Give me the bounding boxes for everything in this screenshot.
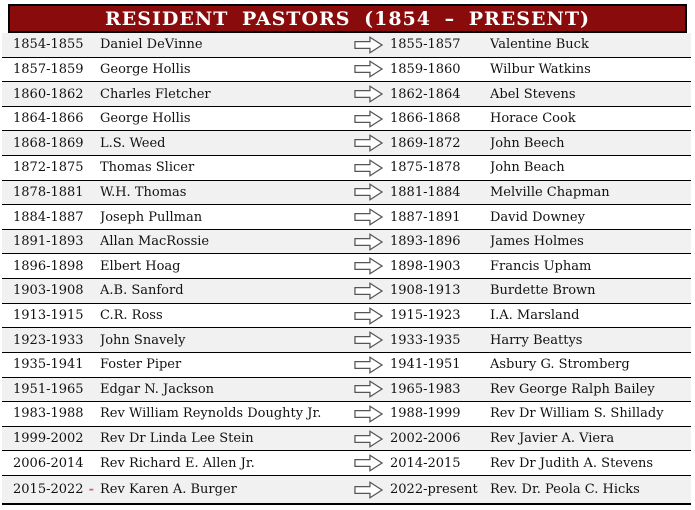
right-years: 1933-1935 <box>390 332 461 348</box>
right-block-arrow-icon <box>354 331 383 349</box>
left-pastor-name: A.B. Sanford <box>100 283 184 299</box>
left-pastor-name: Daniel DeVinne <box>100 37 203 53</box>
arrow-cell <box>354 183 390 201</box>
left-years: 2006-2014 <box>13 455 84 471</box>
right-pastor-name: Asbury G. Stromberg <box>490 357 630 373</box>
left-years-cell <box>2 406 100 421</box>
right-block-arrow-icon <box>354 282 383 300</box>
left-years-cell <box>2 382 100 397</box>
left-years: 1951-1965 <box>13 381 84 397</box>
left-pastor-name: Joseph Pullman <box>100 209 203 225</box>
right-pastor-name: Rev Dr Judith A. Stevens <box>490 455 654 471</box>
right-block-arrow-icon <box>354 405 383 423</box>
left-years: 1857-1859 <box>13 61 84 77</box>
table-row <box>2 181 691 206</box>
right-pastor-name: Rev George Ralph Bailey <box>490 381 655 397</box>
arrow-cell <box>354 380 390 398</box>
table-row <box>2 58 691 83</box>
left-years: 1854-1855 <box>13 37 84 53</box>
arrow-cell <box>354 481 390 499</box>
right-years: 2014-2015 <box>390 455 461 471</box>
left-pastor-name: Thomas Slicer <box>100 160 195 176</box>
arrow-cell <box>354 430 390 448</box>
left-pastor-name: John Snavely <box>100 332 186 348</box>
right-pastor-name: Melville Chapman <box>490 184 610 200</box>
left-pastor-name: George Hollis <box>100 111 191 127</box>
left-years-cell <box>2 482 100 497</box>
left-pastor-name: Allan MacRossie <box>100 234 210 250</box>
right-years: 1869-1872 <box>390 135 461 151</box>
table-row <box>2 230 691 255</box>
left-years-cell <box>2 259 100 274</box>
right-pastor-name: Abel Stevens <box>490 86 576 102</box>
arrow-cell <box>354 36 390 54</box>
left-years: 1923-1933 <box>13 332 84 348</box>
arrow-cell <box>354 159 390 177</box>
right-block-arrow-icon <box>354 481 383 499</box>
left-pastor-name: George Hollis <box>100 61 191 77</box>
right-block-arrow-icon <box>354 183 383 201</box>
left-years: 1935-1941 <box>13 357 84 373</box>
left-pastor-name: Rev William Reynolds Doughty Jr. <box>100 406 322 422</box>
left-years: 1860-1862 <box>13 86 84 102</box>
right-pastor-name: Valentine Buck <box>490 37 589 53</box>
left-pastor-name: W.H. Thomas <box>100 184 187 200</box>
right-block-arrow-icon <box>354 307 383 325</box>
right-years: 1855-1857 <box>390 37 461 53</box>
right-block-arrow-icon <box>354 257 383 275</box>
arrow-cell <box>354 134 390 152</box>
left-years: 1999-2002 <box>13 431 84 447</box>
right-pastor-name: Francis Upham <box>490 258 592 274</box>
left-years-cell <box>2 431 100 446</box>
left-pastor-name: Elbert Hoag <box>100 258 181 274</box>
right-pastor-name: James Holmes <box>490 234 584 250</box>
left-years: 1872-1875 <box>13 160 84 176</box>
right-block-arrow-icon <box>354 159 383 177</box>
right-years: 1866-1868 <box>390 111 461 127</box>
left-years-cell <box>2 185 100 200</box>
left-years: 1884-1887 <box>13 209 84 225</box>
arrow-cell <box>354 307 390 325</box>
table-row <box>2 476 691 503</box>
right-pastor-name: Wilbur Watkins <box>490 61 591 77</box>
left-years-cell <box>2 111 100 126</box>
table-row <box>2 402 691 427</box>
right-block-arrow-icon <box>354 110 383 128</box>
left-years-cell <box>2 308 100 323</box>
right-years: 1875-1878 <box>390 160 461 176</box>
right-block-arrow-icon <box>354 208 383 226</box>
arrow-cell <box>354 454 390 472</box>
right-block-arrow-icon <box>354 430 383 448</box>
right-pastor-name: I.A. Marsland <box>490 308 580 323</box>
table-row <box>2 328 691 353</box>
left-years: 1903-1908 <box>13 283 84 299</box>
table-row <box>2 131 691 156</box>
left-years-cell <box>2 333 100 348</box>
left-pastor-name: L.S. Weed <box>100 135 166 151</box>
table-row <box>2 33 691 58</box>
right-years: 1862-1864 <box>390 86 461 102</box>
left-pastor-name: Charles Fletcher <box>100 86 211 102</box>
right-pastor-name: Horace Cook <box>490 111 576 127</box>
arrow-cell <box>354 331 390 349</box>
right-years: 1908-1913 <box>390 283 461 299</box>
left-years: 1913-1915 <box>13 308 84 323</box>
left-years: 1864-1866 <box>13 111 84 127</box>
table-row <box>2 82 691 107</box>
left-years-cell <box>2 87 100 102</box>
right-block-arrow-icon <box>354 233 383 251</box>
left-years: 1983-1988 <box>13 406 84 422</box>
left-years-cell <box>2 357 100 372</box>
title-bar <box>8 4 687 33</box>
left-pastor-name: Edgar N. Jackson <box>100 381 215 397</box>
right-years: 1898-1903 <box>390 258 461 274</box>
right-block-arrow-icon <box>354 134 383 152</box>
table-row <box>2 378 691 403</box>
left-years-cell <box>2 62 100 77</box>
right-pastor-name: Rev. Dr. Peola C. Hicks <box>490 482 640 498</box>
left-years: 1896-1898 <box>13 258 84 274</box>
page-title: RESIDENT PASTORS (1854 – PRESENT) <box>104 7 590 30</box>
right-pastor-name: John Beach <box>490 160 565 176</box>
arrow-cell <box>354 257 390 275</box>
left-pastor-name: Rev Richard E. Allen Jr. <box>100 455 255 471</box>
left-years: 1891-1893 <box>13 234 84 250</box>
arrow-cell <box>354 208 390 226</box>
table-row <box>2 279 691 304</box>
arrow-cell <box>354 85 390 103</box>
right-pastor-name: Harry Beattys <box>490 332 583 348</box>
arrow-cell <box>354 405 390 423</box>
table-row <box>2 107 691 132</box>
left-years: 2015-2022 <box>13 482 84 498</box>
pastors-table <box>2 33 691 505</box>
arrow-cell <box>354 60 390 78</box>
arrow-cell <box>354 233 390 251</box>
right-years: 2002-2006 <box>390 431 461 447</box>
left-years-cell <box>2 283 100 298</box>
arrow-cell <box>354 282 390 300</box>
left-pastor-name: Rev Dr Linda Lee Stein <box>100 431 254 447</box>
right-years: 1881-1884 <box>390 184 461 200</box>
right-years: 1915-1923 <box>390 308 461 323</box>
right-years: 1887-1891 <box>390 209 461 225</box>
left-pastor-name: Rev Karen A. Burger <box>100 482 237 498</box>
left-pastor-name: Foster Piper <box>100 357 182 373</box>
right-years: 1893-1896 <box>390 234 461 250</box>
right-block-arrow-icon <box>354 356 383 374</box>
right-years: 1965-1983 <box>390 381 461 397</box>
red-dash: - <box>88 482 94 498</box>
left-years-cell <box>2 234 100 249</box>
right-block-arrow-icon <box>354 60 383 78</box>
left-years: 1878-1881 <box>13 184 84 200</box>
table-row <box>2 205 691 230</box>
arrow-cell <box>354 356 390 374</box>
table-row <box>2 304 691 329</box>
right-pastor-name: Rev Javier A. Viera <box>490 431 615 447</box>
table-row <box>2 353 691 378</box>
left-pastor-name: C.R. Ross <box>100 308 163 323</box>
right-pastor-name: Rev Dr William S. Shillady <box>490 406 664 422</box>
left-years-cell <box>2 160 100 175</box>
table-row <box>2 156 691 181</box>
left-years-cell <box>2 136 100 151</box>
right-block-arrow-icon <box>354 85 383 103</box>
right-years: 2022-present <box>390 482 478 498</box>
left-years: 1868-1869 <box>13 135 84 151</box>
left-years-cell <box>2 210 100 225</box>
right-years: 1988-1999 <box>390 406 461 422</box>
right-pastor-name: John Beech <box>490 135 565 151</box>
left-years-cell <box>2 37 100 52</box>
right-block-arrow-icon <box>354 36 383 54</box>
table-row <box>2 451 691 476</box>
arrow-cell <box>354 110 390 128</box>
right-block-arrow-icon <box>354 380 383 398</box>
left-years-cell <box>2 456 100 471</box>
table-row <box>2 427 691 452</box>
table-row <box>2 254 691 279</box>
right-years: 1941-1951 <box>390 357 461 373</box>
right-pastor-name: Burdette Brown <box>490 283 596 299</box>
right-pastor-name: David Downey <box>490 209 585 225</box>
right-block-arrow-icon <box>354 454 383 472</box>
right-years: 1859-1860 <box>390 61 461 77</box>
